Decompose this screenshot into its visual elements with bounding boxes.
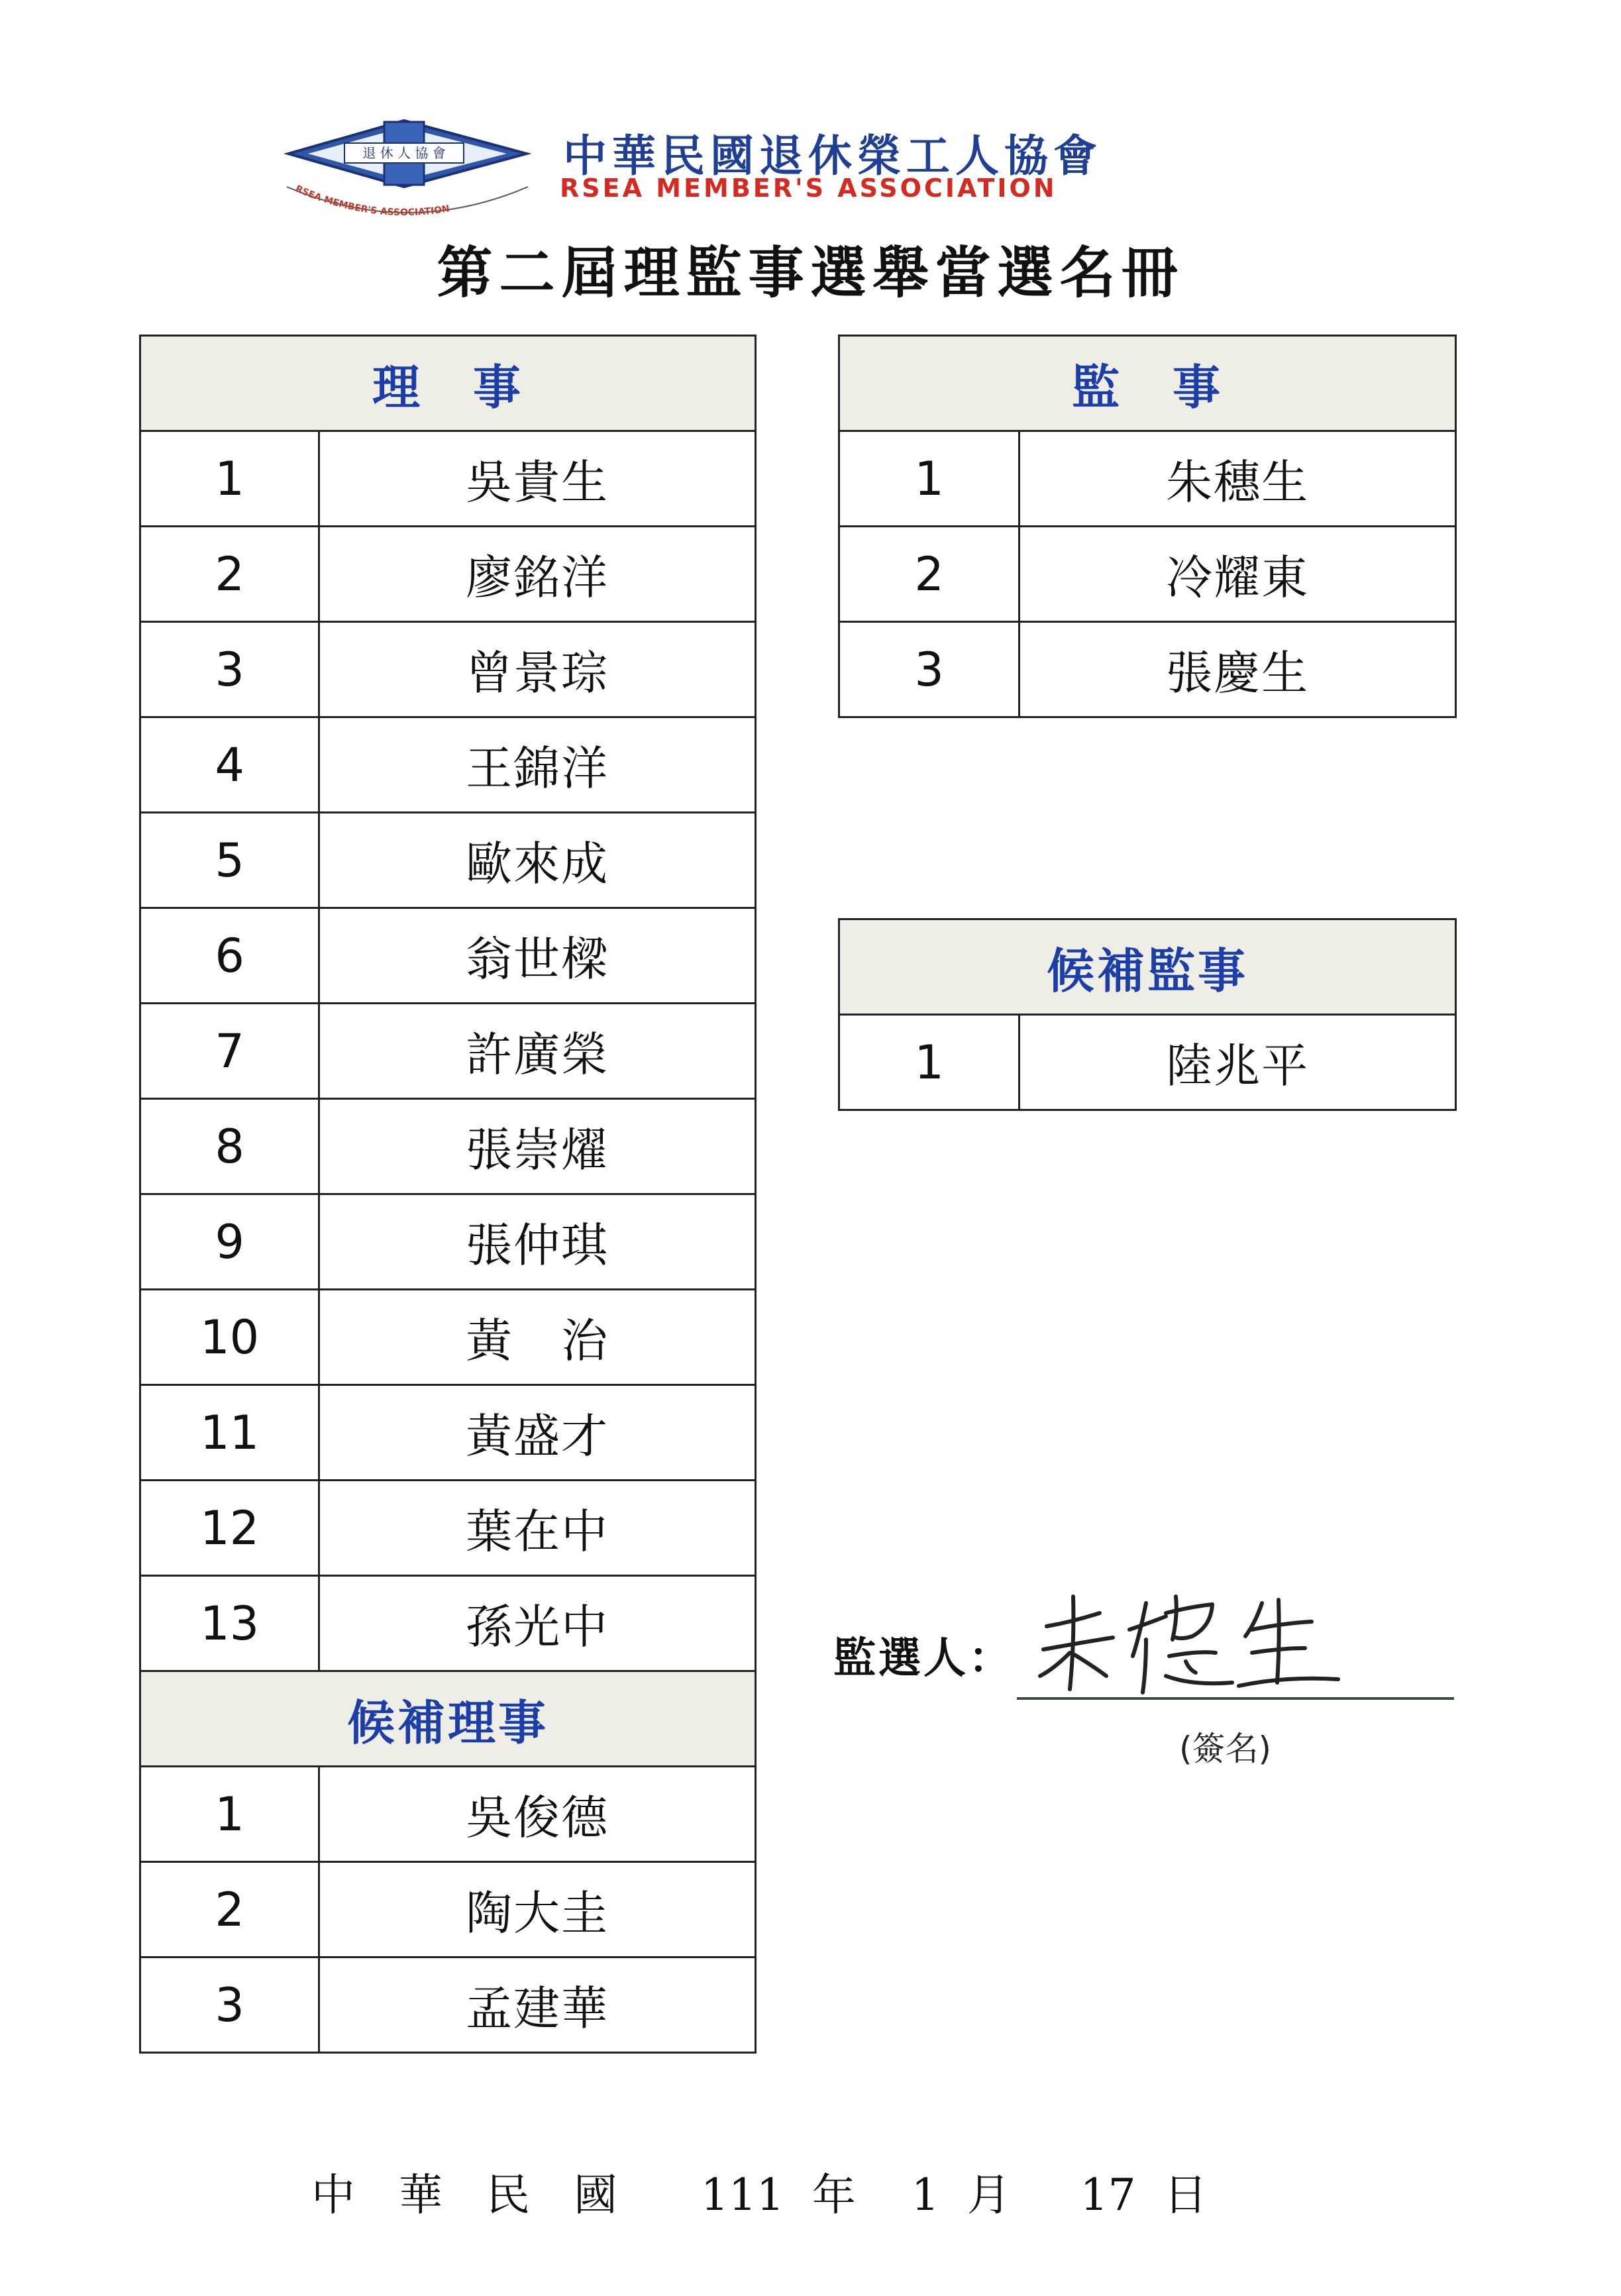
director-row	[140, 813, 756, 908]
director-row	[140, 1099, 756, 1194]
director-name: 許廣榮	[319, 1004, 756, 1099]
supervisor-name: 冷耀東	[1020, 527, 1456, 622]
directors-header-row	[140, 336, 756, 431]
director-number: 9	[140, 1194, 319, 1290]
alternate-director-number: 2	[140, 1862, 319, 1957]
director-number: 11	[140, 1385, 319, 1481]
svg-text:退 休 人 協 會: 退 休 人 協 會	[362, 145, 446, 161]
director-number: 4	[140, 717, 319, 813]
emblem-icon	[282, 113, 540, 229]
document-title: 第二屆理監事選舉當選名冊	[437, 240, 1184, 305]
director-row	[140, 717, 756, 813]
handwritten-signature	[1033, 1577, 1351, 1702]
director-number: 12	[140, 1481, 319, 1576]
alternate-director-name: 吳俊德	[319, 1767, 756, 1862]
supervisors-table	[838, 335, 1457, 718]
director-row	[140, 1004, 756, 1099]
supervisor-number: 3	[839, 622, 1020, 717]
association-logo	[282, 113, 1315, 229]
director-name: 廖銘洋	[319, 527, 756, 622]
director-number: 7	[140, 1004, 319, 1099]
date-year: 111	[700, 2169, 784, 2220]
director-row	[140, 1194, 756, 1290]
director-name: 孫光中	[319, 1576, 756, 1671]
alternate-supervisor-row	[839, 1015, 1456, 1110]
director-number: 3	[140, 622, 319, 717]
director-name: 王錦洋	[319, 717, 756, 813]
supervisor-row	[839, 527, 1456, 622]
document-date	[311, 2160, 1208, 2222]
director-name: 曾景琮	[319, 622, 756, 717]
date-year-unit: 年	[811, 2169, 856, 2220]
director-number: 13	[140, 1576, 319, 1671]
alternate-supervisors-header-row	[839, 919, 1456, 1015]
director-name: 張崇燿	[319, 1099, 756, 1194]
director-name: 黃 治	[319, 1290, 756, 1385]
alternate-directors-header: 候補理事	[140, 1671, 756, 1767]
supervisors-header-row	[839, 336, 1456, 431]
alternate-director-row	[140, 1957, 756, 2053]
logo-english-name: RSEA MEMBER'S ASSOCIATION	[560, 174, 1057, 203]
alternate-director-name: 陶大圭	[319, 1862, 756, 1957]
date-day-unit: 日	[1163, 2169, 1208, 2220]
director-row	[140, 622, 756, 717]
director-row	[140, 1385, 756, 1481]
director-row	[140, 908, 756, 1004]
date-era: 中 華 民 國	[311, 2169, 617, 2220]
director-row	[140, 431, 756, 527]
logo-chinese-name: 中華民國退休榮工人協會	[563, 130, 1102, 182]
date-day: 17	[1080, 2169, 1136, 2220]
director-number: 10	[140, 1290, 319, 1385]
director-name: 張仲琪	[319, 1194, 756, 1290]
directors-table	[139, 335, 757, 2054]
alternate-director-row	[140, 1767, 756, 1862]
alternate-supervisor-name: 陸兆平	[1020, 1015, 1456, 1110]
director-row	[140, 1481, 756, 1576]
date-month: 1	[911, 2169, 939, 2220]
supervisor-row	[839, 622, 1456, 717]
alternate-director-number: 1	[140, 1767, 319, 1862]
director-name: 吳貴生	[319, 431, 756, 527]
supervisor-number: 2	[839, 527, 1020, 622]
supervisors-header: 監 事	[839, 336, 1456, 431]
supervisor-row	[839, 431, 1456, 527]
directors-header: 理 事	[140, 336, 756, 431]
alternate-supervisors-header: 候補監事	[839, 919, 1456, 1015]
director-number: 6	[140, 908, 319, 1004]
signature-line	[1017, 1697, 1454, 1700]
director-row	[140, 527, 756, 622]
director-name: 黃盛才	[319, 1385, 756, 1481]
director-number: 1	[140, 431, 319, 527]
director-number: 5	[140, 813, 319, 908]
director-number: 2	[140, 527, 319, 622]
date-month-unit: 月	[967, 2169, 1011, 2220]
director-name: 翁世樑	[319, 908, 756, 1004]
svg-text:RSEA MEMBER'S ASSOCIATION: RSEA MEMBER'S ASSOCIATION	[293, 183, 450, 219]
alternate-supervisor-number: 1	[839, 1015, 1020, 1110]
alternate-supervisors-table	[838, 918, 1457, 1111]
supervisor-name: 張慶生	[1020, 622, 1456, 717]
alternate-directors-header-row	[140, 1671, 756, 1767]
director-number: 8	[140, 1099, 319, 1194]
supervisor-signature-label: 監選人：	[833, 1634, 1014, 1683]
alternate-director-name: 孟建華	[319, 1957, 756, 2053]
director-row	[140, 1576, 756, 1671]
alternate-director-number: 3	[140, 1957, 319, 2053]
alternate-director-row	[140, 1862, 756, 1957]
director-name: 歐來成	[319, 813, 756, 908]
signature-note: (簽名)	[1179, 1730, 1272, 1768]
supervisor-number: 1	[839, 431, 1020, 527]
director-name: 葉在中	[319, 1481, 756, 1576]
director-row	[140, 1290, 756, 1385]
supervisor-name: 朱穗生	[1020, 431, 1456, 527]
